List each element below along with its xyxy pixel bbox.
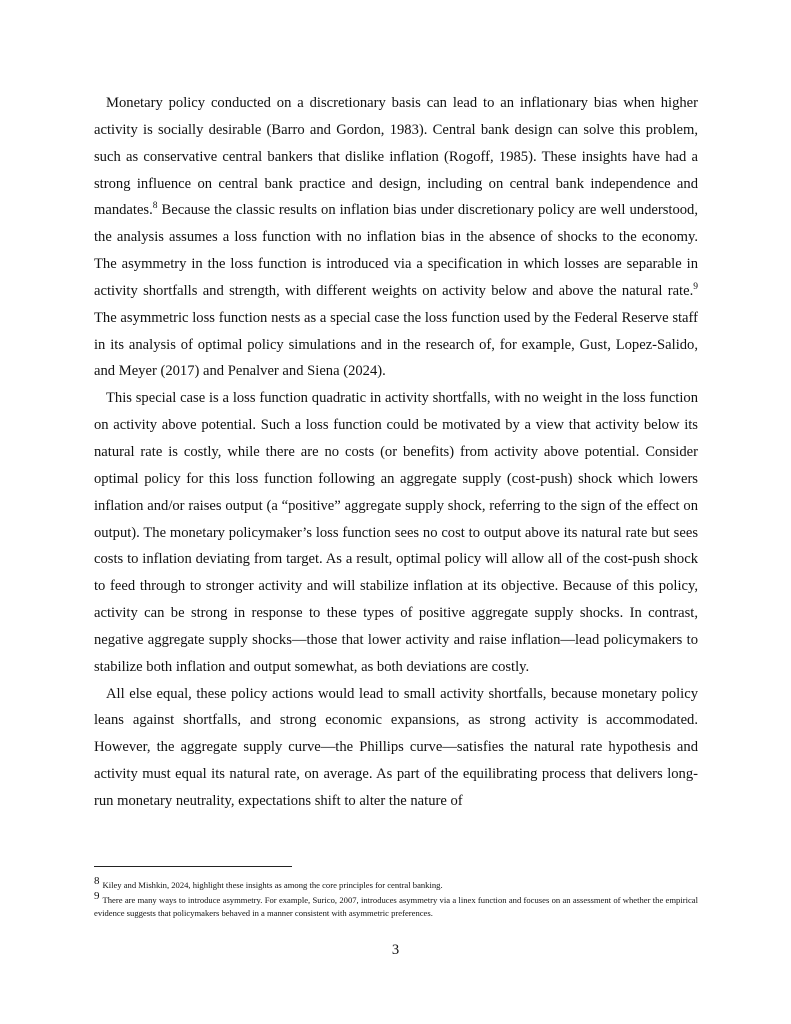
paragraph-1 (94, 90, 698, 385)
footnote-text: Kiley and Mishkin, 2024, highlight these insights as among the core principles for central banking. (102, 880, 443, 890)
footnote-text: There are many ways to introduce asymmetry. For example, Surico, 2007, introduces asymmetry via a linex function and focuses on an assessment of whether the empirical evidence suggests that policymakers behaved in a manner consistent with asymmetric preferences. (94, 895, 698, 918)
paragraph-1-part-3: The asymmetric loss function nests as a special case the loss function used by the Federal Reserve staff in its analysis of optimal policy simulations and in the research of, for example, Gust, Lopez-Salido, and Meyer (2017) and Penalver and Siena (2024). (94, 309, 698, 380)
paragraph-2: This special case is a loss function quadratic in activity shortfalls, with no weight in the loss function on activity above potential. Such a loss function could be motivated by a view that activity below its natural rate is costly, while there are no costs (or benefits) from activity above potential. Consider optimal policy for this loss function following an aggregate supply (cost-push) shock which lowers inflation and/or raises output (a “positive” aggregate supply shock, referring to the sign of the effect on output). The monetary policymaker’s loss function sees no cost to output above its natural rate but sees costs to inflation deviating from target. As a result, optimal policy will allow all of the cost-push shock to feed through to stronger activity and will stabilize inflation at its objective. Because of this policy, activity can be strong in response to these types of positive aggregate supply shocks. In contrast, negative aggregate supply shocks—those that lower activity and raise inflation—lead policymakers to stabilize both inflation and output somewhat, as both deviations are costly. (94, 390, 698, 675)
footnote-ref-8[interactable]: 8 (152, 201, 158, 212)
footnote-8 (94, 875, 698, 892)
footnotes (94, 875, 698, 922)
footnote-number: 9 (94, 890, 100, 903)
footnote-separator (94, 866, 292, 867)
footnote-number: 8 (94, 875, 100, 888)
footnote-9 (94, 890, 698, 920)
paragraph-1-part-2: Because the classic results on inflation bias under discretionary policy are well understood, the analysis assumes a loss function with no inflation bias in the absence of shocks to the economy. The asymmetry in the loss function is introduced via a specification in which losses are separable in activity shortfalls and strength, with different weights on activity below and above the natural rate. (94, 202, 698, 299)
footnote-ref-9[interactable]: 9 (693, 282, 698, 293)
page-number: 3 (391, 942, 400, 958)
body-text (94, 90, 698, 815)
paragraph-3: All else equal, these policy actions would lead to small activity shortfalls, because monetary policy leans against shortfalls, and strong economic expansions, as strong activity is accommodated. However, the aggregate supply curve—the Phillips curve—satisfies the natural rate hypothesis and activity must equal its natural rate, on average. As part of the equilibrating process that delivers long-run monetary neutrality, expectations shift to alter the nature of (94, 685, 698, 809)
paragraph-1-part-1: Monetary policy conducted on a discretionary basis can lead to an inflationary bias when higher activity is socially desirable (Barro and Gordon, 1983). Central bank design can solve this problem, such as conservative central bankers that dislike inflation (Rogoff, 1985). These insights have had a strong influence on central bank practice and design, including on central bank independence and mandates. (94, 95, 698, 219)
